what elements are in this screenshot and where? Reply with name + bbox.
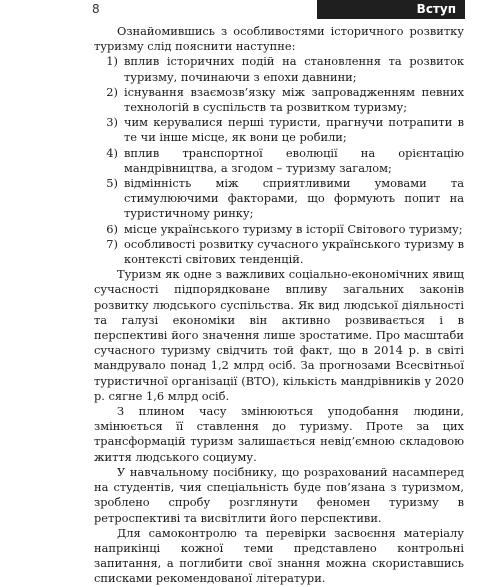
body-paragraph: Туризм як одне з важливих соціально-економічних явищ сучасності підпорядковане впливу загальних законів розвитку людського суспільства. Як вид людської діяльності та галузі економіки він активно розвивається і в перспективі його значення лише зростатиме. Про масштаби сучасного туризму свідчить той факт, що в 2014 р. в світі мандрувало понад 1,2 млрд осіб. За прогнозами Всесвітньої туристичної організації (ВТО), кількість мандрівників у 2020 р. сягне 1,6 млрд осіб. (94, 267, 464, 403)
list-item-text: існування взаємозв’язку між запровадженням певних технологій в суспільств та розвитком туризму; (124, 84, 464, 115)
list-item (94, 54, 464, 84)
list-item (94, 85, 464, 115)
list-item (94, 176, 464, 222)
list-item-text: місце українського туризму в історії Світового туризму; (124, 221, 463, 236)
page-number: 8 (92, 2, 100, 16)
list-item (94, 115, 464, 145)
numbered-list (94, 54, 464, 267)
body-paragraph: У навчальному посібнику, що розрахований насамперед на студентів, чия спеціальність буде пов’язана з туризмом, зроблено спробу розглянути феномен туризму в ретроспективі та висвітлити його перспективи. (94, 464, 464, 525)
list-item-text: особливості розвитку сучасного українського туризму в контексті світових тенденцій. (124, 236, 464, 267)
list-number: 2 ) (94, 85, 118, 100)
list-item-text: вплив транспортної еволюції на орієнтацію мандрівництва, а згодом – туризму загалом; (124, 145, 464, 175)
list-item-text: вплив історичних подій на становлення та розвиток туризму, починаючи з епохи давнини; (124, 54, 464, 84)
list-item (94, 237, 464, 267)
page-header (72, 0, 465, 19)
list-number: 1 ) (94, 54, 118, 69)
body-paragraph: З плином часу змінюються уподобання людини, змінюється її ставлення до туризму. Проте за цих трансформацій туризм залишається невід’ємною складовою життя людського социуму. (94, 404, 464, 464)
section-title-tab: Вступ (317, 0, 465, 19)
page-body (94, 24, 464, 587)
list-item-text: чим керувалися перші туристи, прагнучи потрапити в те чи інше місце, як вони це робили; (124, 115, 464, 145)
list-number: 4 ) (94, 146, 118, 161)
list-number: 7 ) (94, 237, 118, 252)
list-number: 6 ) (94, 222, 118, 237)
list-number: 5 ) (94, 176, 118, 191)
body-paragraph: Для самоконтролю та перевірки засвоєння матеріалу наприкінці кожної теми представлено контрольні запитання, а поглибити свої знання можна скориставшись списками рекомендованої літератури. (94, 525, 464, 586)
list-item-text: відмінність між сприятливими умовами та стимулюючими факторами, що формують попит на туристичному ринку; (124, 176, 464, 221)
list-item (94, 146, 464, 176)
list-number: 3 ) (94, 115, 118, 130)
list-item (94, 222, 464, 237)
intro-paragraph: Ознайомившись з особливостями історичного розвитку туризму слід пояснити наступне: (94, 24, 464, 54)
